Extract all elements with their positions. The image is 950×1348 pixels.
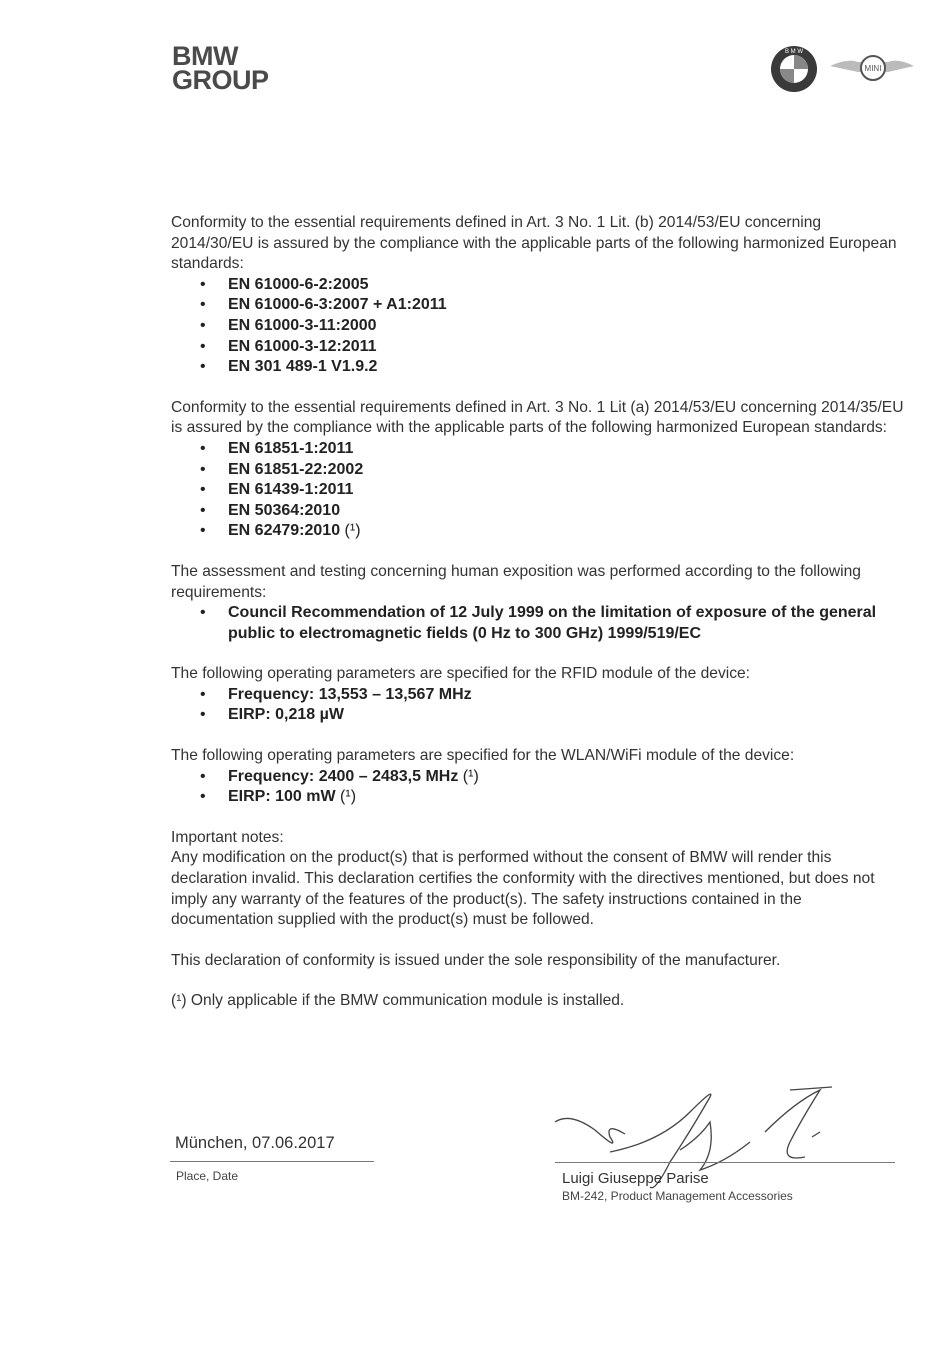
list-item: • Frequency: 13,553 – 13,567 MHz [200, 685, 472, 703]
footnote-marker: (¹) [462, 767, 479, 785]
signature-line [555, 1162, 895, 1163]
list-item: • EN 61851-22:2002 [200, 460, 364, 478]
rfid-parameters-list [171, 685, 906, 726]
rfid-intro: The following operating parameters are specified for the RFID module of the device: [171, 665, 751, 683]
signatory-name: Luigi Giuseppe Parise [562, 1170, 709, 1187]
wlan-intro: The following operating parameters are specified for the WLAN/WiFi module of the device: [171, 747, 795, 765]
list-item: • EN 62479:2010 (¹) [200, 522, 361, 540]
list-item: • EN 61000-6-2:2005 [200, 275, 369, 293]
svg-text:MINI: MINI [864, 64, 882, 73]
list-item: • EN 61851-1:2011 [200, 439, 354, 457]
list-item: • Council Recommendation of 12 July 1999 on the limitation of exposure of the general public to electromagnetic fields (0 Hz to 300 GHz) 1999/519/EC [200, 604, 877, 642]
list-item: • EIRP: 0,218 µW [200, 706, 344, 724]
list-item: • EN 50364:2010 [200, 501, 341, 519]
list-item: • EIRP: 100 mW (¹) [200, 788, 357, 806]
bmw-group-logo [172, 41, 269, 95]
place-date: München, 07.06.2017 [175, 1134, 335, 1152]
bmw-roundel-icon [771, 46, 817, 92]
footnote-marker: (¹) [340, 788, 357, 806]
exposition-list [171, 603, 906, 644]
list-item: • Frequency: 2400 – 2483,5 MHz (¹) [200, 767, 479, 785]
list-item: • EN 61000-6-3:2007 + A1:2011 [200, 296, 447, 314]
declaration-body [171, 213, 906, 1012]
list-item: • EN 61000-3-11:2000 [200, 316, 377, 334]
brand-line2: GROUP [172, 65, 269, 95]
signatory-title: BM-242, Product Management Accessories [562, 1189, 793, 1203]
footnote-marker: (¹) [344, 522, 361, 540]
place-date-line [170, 1161, 374, 1162]
svg-text:B M W: B M W [785, 49, 803, 55]
wlan-parameters-list [171, 767, 906, 808]
list-item: • EN 301 489-1 V1.9.2 [200, 358, 378, 376]
safety-intro: Conformity to the essential requirements defined in Art. 3 No. 1 Lit (a) 2014/53/EU concerning 2014/35/EU is assured by the compliance with the applicable parts of the following harmonized European standards: [171, 398, 904, 437]
place-date-label: Place, Date [176, 1169, 239, 1183]
emc-standards-list [171, 275, 906, 378]
mini-logo-icon [830, 56, 914, 80]
emc-intro: Conformity to the essential requirements defined in Art. 3 No. 1 Lit. (b) 2014/53/EU concerning 2014/30/EU is assured by the compliance with the applicable parts of the following harmonized European standards: [171, 214, 897, 273]
footnote: (¹) Only applicable if the BMW communication module is installed. [171, 992, 625, 1010]
responsibility-statement: This declaration of conformity is issued under the sole responsibility of the manufacturer. [171, 951, 781, 969]
notes-heading: Important notes: [171, 828, 284, 846]
brand-line1: BMW [172, 41, 238, 71]
safety-standards-list [171, 439, 906, 542]
list-item: • EN 61000-3-12:2011 [200, 337, 377, 355]
notes-body: Any modification on the product(s) that is performed without the consent of BMW will render this declaration invalid. This declaration certifies the conformity with the directives mentioned, but does not imply any warranty of the features of the product(s). The safety instructions contained in the documentation supplied with the product(s) must be followed. [171, 849, 875, 929]
list-item: • EN 61439-1:2011 [200, 481, 354, 499]
exposition-intro: The assessment and testing concerning human exposition was performed according to the following requirements: [171, 562, 861, 601]
brand-logos [768, 44, 914, 94]
